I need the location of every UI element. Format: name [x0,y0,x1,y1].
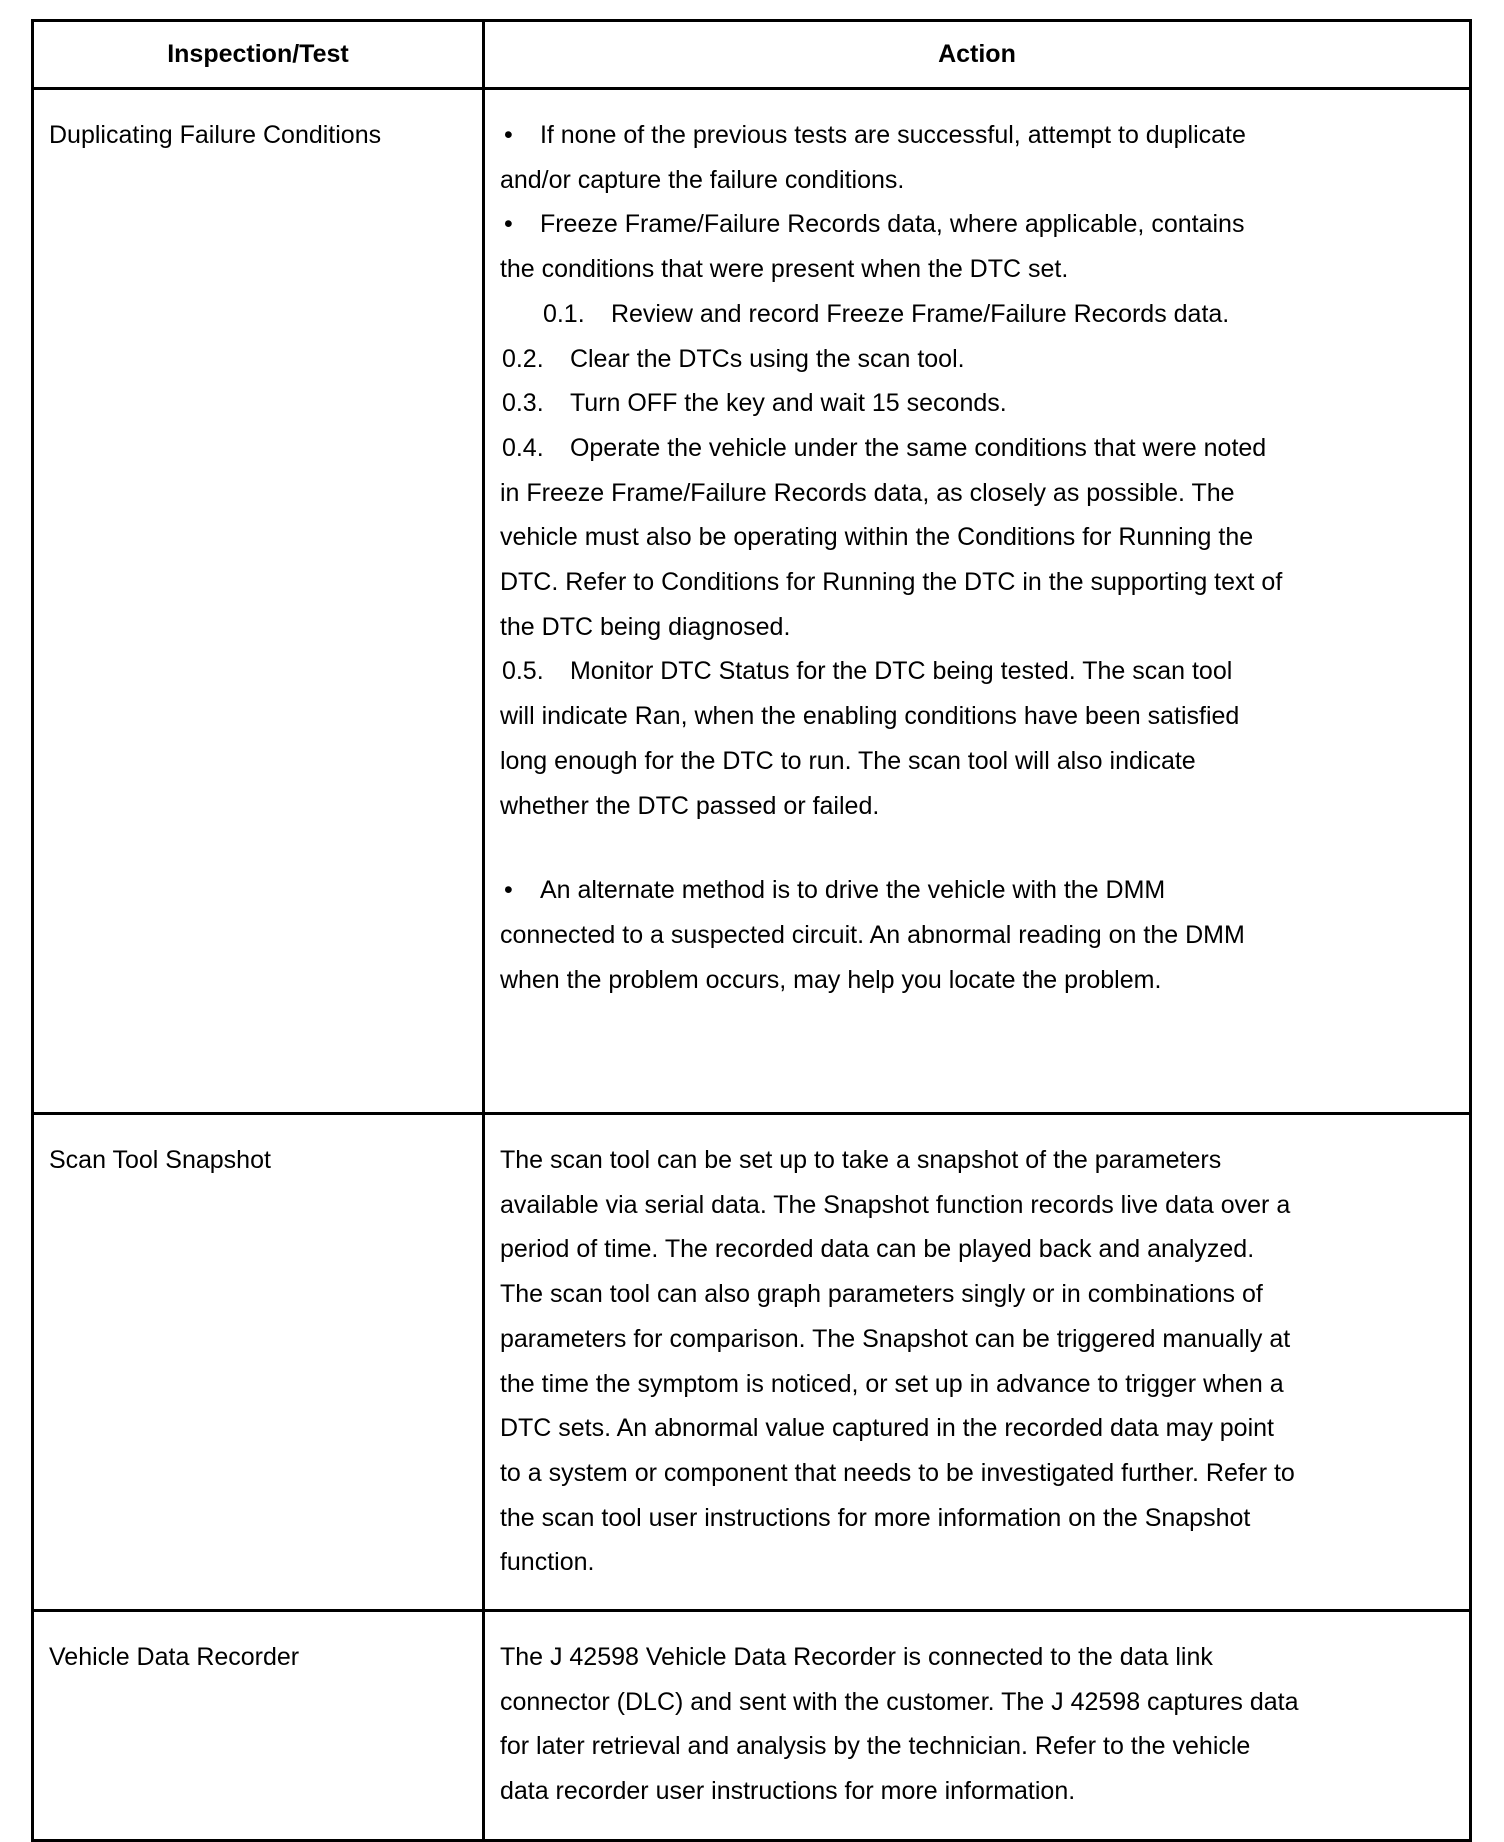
inspection-label: Vehicle Data Recorder [49,1643,300,1671]
action-cell [483,1611,1470,1841]
inspection-label: Duplicating Failure Conditions [49,121,382,149]
bullet-item: • Freeze Frame/Failure Records data, where applicable, contains [500,202,1455,247]
step-number: 0.1. [542,299,585,328]
text-line: the scan tool user instructions for more information on the Snapshot [499,1503,1251,1532]
text-line: will indicate Ran, when the enabling conditions have been satisfied [499,702,1240,731]
header-inspection: Inspection/Test [33,21,484,89]
action-cell [483,1114,1470,1611]
text-line: the DTC being diagnosed. [499,612,791,641]
text-line: The scan tool can be set up to take a snapshot of the parameters [499,1146,1222,1174]
bullet-marker: • [503,876,513,905]
bullet-item: • An alternate method is to drive the vehicle with the DMM [500,868,1455,913]
bullet-marker: • [503,121,513,149]
table-row [33,1611,1471,1841]
text-line: parameters for comparison. The Snapshot can be triggered manually at [499,1324,1291,1353]
text-line: function. [499,1548,595,1577]
text-line: the conditions that were present when the DTC set. [499,255,1069,284]
action-cell [483,89,1470,1114]
header-row [33,21,1471,89]
table-row [33,89,1471,1114]
bullet-marker: • [503,210,513,239]
text-line: data recorder user instructions for more information. [499,1777,1076,1806]
text-line: DTC. Refer to Conditions for Running the DTC in the supporting text of [499,568,1283,597]
text-line: to a system or component that needs to be investigated further. Refer to [499,1458,1295,1487]
text-line: connector (DLC) and sent with the customer. The J 42598 captures data [499,1687,1299,1716]
step-number: 0.5. [501,657,544,686]
text-line: for later retrieval and analysis by the technician. Refer to the vehicle [499,1732,1251,1761]
spacer [500,828,1455,868]
text-line: whether the DTC passed or failed. [499,791,880,820]
step-item: 0.1. Review and record Freeze Frame/Failure Records data. [500,292,1455,337]
text-line: DTC sets. An abnormal value captured in the recorded data may point [499,1414,1274,1443]
header-action: Action [483,21,1470,89]
text-line: vehicle must also be operating within the Conditions for Running the [499,523,1254,552]
text-line: The J 42598 Vehicle Data Recorder is connected to the data link [499,1643,1213,1671]
step-number: 0.3. [501,389,544,418]
bullet-item: • If none of the previous tests are successful, attempt to duplicate [500,113,1455,158]
table-row [33,1114,1471,1611]
text-line: long enough for the DTC to run. The scan tool will also indicate [499,746,1196,775]
text-line: and/or capture the failure conditions. [499,165,905,194]
inspection-cell [33,1114,484,1611]
step-item: 0.3. Turn OFF the key and wait 15 seconds. [500,381,1455,426]
text-line: period of time. The recorded data can be played back and analyzed. [499,1235,1255,1264]
step-number: 0.2. [501,344,544,373]
inspection-cell [33,1611,484,1841]
step-number: 0.4. [501,433,544,462]
text-line: when the problem occurs, may help you locate the problem. [499,965,1162,994]
text-line: in Freeze Frame/Failure Records data, as closely as possible. The [499,478,1235,507]
inspection-label: Scan Tool Snapshot [49,1146,271,1174]
text-line: the time the symptom is noticed, or set up in advance to trigger when a [499,1369,1284,1398]
step-item: 0.4. Operate the vehicle under the same conditions that were noted [500,426,1455,471]
text-line: available via serial data. The Snapshot function records live data over a [499,1190,1291,1219]
text-line: connected to a suspected circuit. An abnormal reading on the DMM [499,920,1245,949]
inspection-table [31,19,1472,1842]
text-line: The scan tool can also graph parameters singly or in combinations of [499,1280,1263,1309]
step-item: 0.2. Clear the DTCs using the scan tool. [500,337,1455,382]
step-item: 0.5. Monitor DTC Status for the DTC being tested. The scan tool [500,649,1455,694]
inspection-cell [33,89,484,1114]
